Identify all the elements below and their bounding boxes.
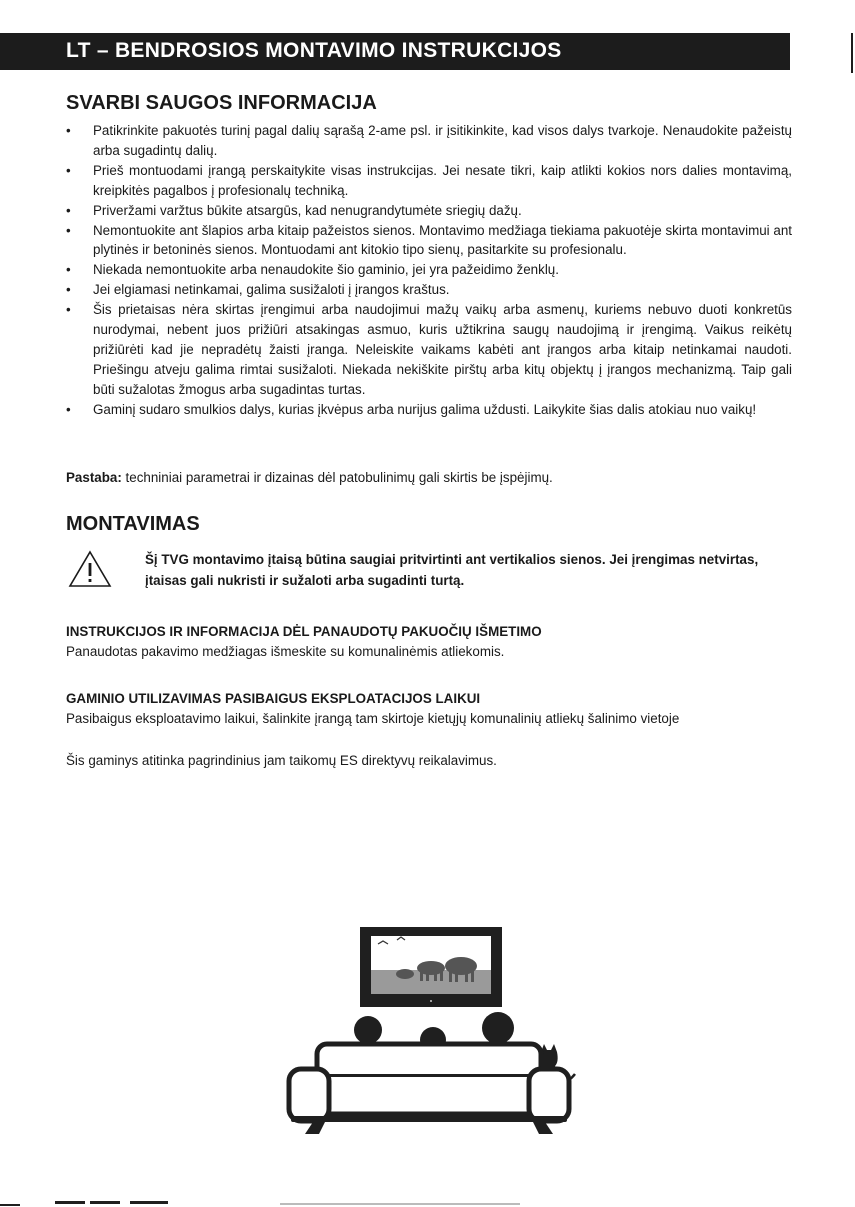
safety-list (66, 121, 792, 420)
safety-item-text: Šis prietaisas nėra skirtas įrengimui arba naudojimui mažų vaikų arba asmenų, kuriems nebuvo duoti konkretūs nurodymai, nebent juos prižiūri atsakingas asmuo, kuris užtikrina saugų naudojimą ir įrengimą. Vaikus reikėtų prižiūrėti kad jie nepradėtų žaisti įranga. Neleiskite vaikams kabėti ant įrangos arba kitaip netinkamai naudoti. Priešingu atveju galima rimtai susižaloti. Niekada nekiškite pirštų arba kitų objektų į įrangos mechanizmą. Taip gali būti sužalotas žmogus arba sugadintas turtas. (93, 302, 792, 397)
safety-item-text: Nemontuokite ant šlapios arba kitaip pažeistos sienos. Montavimo medžiaga tiekiama pakuotėje skirta montavimui ant plytinės ir betoninės sienos. Montuodami ant kitokio tipo sienų, pasitarkite su profesionalu. (93, 222, 792, 258)
safety-item-text: Patikrinkite pakuotės turinį pagal dalių sąrašą 2-ame psl. ir įsitikinkite, kad visos dalys tvarkoje. Nenaudokite pažeistų arba sugadintų dalių. (93, 123, 792, 158)
bullet-icon: • (66, 282, 71, 298)
safety-item (66, 260, 792, 280)
bullet-icon: • (66, 162, 71, 178)
disposal-body: Panaudotas pakavimo medžiagas išmeskite su komunalinėmis atliekomis. (66, 644, 505, 659)
recycling-title: GAMINIO UTILIZAVIMAS PASIBAIGUS EKSPLOATACIJOS LAIKUI (66, 691, 481, 706)
safety-item-text: Niekada nemontuokite arba nenaudokite šio gaminio, jei yra pažeidimo ženklų. (93, 262, 559, 278)
safety-item-text: Prieš montuodami įrangą perskaitykite visas instrukcijas. Jei nesate tikri, kaip atlikti kokios nors dalies montavimą, kreipkitės pagalbos į profesionalų techniką. (93, 162, 792, 198)
footer-strip (0, 1198, 855, 1207)
safety-item (66, 121, 792, 161)
note-text: techniniai parametrai ir dizainas dėl patobulinimų gali skirtis be įspėjimų. (121, 470, 553, 485)
bullet-icon: • (66, 202, 71, 218)
safety-item (66, 400, 792, 420)
safety-item (66, 221, 792, 261)
recycling-body: Pasibaigus eksploatavimo laikui, šalinkite įrangą tam skirtoje kietųjų komunalinių atliekų šalinimo vietoje (66, 711, 680, 726)
bullet-icon: • (66, 302, 71, 318)
safety-item-text: Priveržami varžtus būkite atsargūs, kad nenugrandytumėte sriegių dažų. (93, 202, 522, 218)
safety-item-text: Jei elgiamasi netinkamai, galima susižaloti į įrangos kraštus. (93, 282, 450, 298)
edge-mark (851, 33, 853, 73)
page-title: LT – BENDROSIOS MONTAVIMO INSTRUKCIJOS (66, 39, 562, 62)
safety-heading: SVARBI SAUGOS INFORMACIJA (66, 92, 377, 114)
safety-item (66, 300, 792, 400)
bullet-icon: • (66, 401, 71, 417)
bullet-icon: • (66, 222, 71, 238)
safety-item (66, 280, 792, 300)
compliance-text: Šis gaminys atitinka pagrindinius jam taikomų ES direktyvų reikalavimus. (66, 753, 497, 768)
bullet-icon: • (66, 123, 71, 138)
header-bar (0, 33, 790, 70)
note-label: Pastaba: (66, 470, 122, 485)
bullet-icon: • (66, 262, 71, 278)
safety-item (66, 161, 792, 201)
warning-triangle-icon (68, 550, 112, 588)
mounting-warning: Šį TVG montavimo įtaisą būtina saugiai pritvirtinti ant vertikalios sienos. Jei įrengimas netvirtas, įtaisas gali nukristi ir sužaloti arba sugadinti turtą. (145, 552, 759, 588)
family-watching-tv-illustration (283, 924, 583, 1136)
mounting-heading: MONTAVIMAS (66, 513, 200, 535)
safety-item-text: Gaminį sudaro smulkios dalys, kurias įkvėpus arba nurijus galima uždusti. Laikykite šias dalis atokiau nuo vaikų! (93, 401, 757, 417)
safety-item (66, 201, 792, 221)
note (66, 468, 553, 488)
disposal-title: INSTRUKCIJOS IR INFORMACIJA DĖL PANAUDOTŲ PAKUOČIŲ IŠMETIMO (66, 624, 542, 639)
